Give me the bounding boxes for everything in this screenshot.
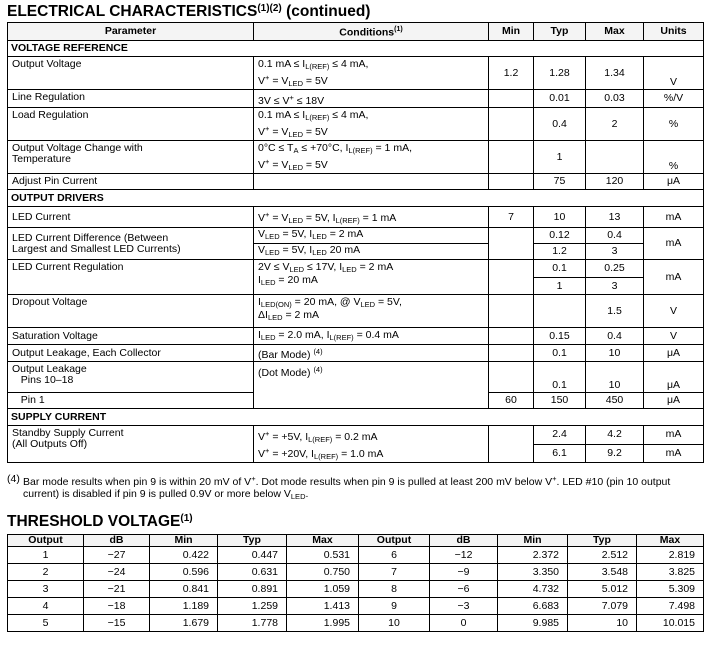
max-cell: 0.4 [586,328,644,345]
threshold-cell-max: 1.995 [287,615,359,632]
typ-cell: 1 [534,278,586,295]
threshold-header-row [8,535,704,547]
typ-cell: 6.1 [534,444,586,463]
table-row [8,328,704,345]
max-cell: 10 [586,362,644,393]
threshold-cell-max: 7.498 [637,598,704,615]
threshold-header-min: Min [150,535,218,547]
threshold-cell-output: 4 [8,598,84,615]
table-row [8,57,704,90]
conditions-cell: 3V ≤ V+ ≤ 18V [254,90,489,108]
units-cell: V [644,295,704,328]
units-cell: % [644,141,704,174]
threshold-cell-output: 6 [359,547,430,564]
max-cell: 1.5 [586,295,644,328]
min-cell [489,295,534,328]
param-cell: Pin 1 [8,393,254,409]
units-cell: %/V [644,90,704,108]
table-row [8,141,704,174]
max-cell: 9.2 [586,444,644,463]
threshold-cell-db: −21 [84,581,150,598]
threshold-cell-min: 4.732 [498,581,568,598]
units-cell: μA [644,393,704,409]
param-cell: Standby Supply Current (All Outputs Off) [8,426,254,463]
threshold-cell-min: 3.350 [498,564,568,581]
header-max: Max [586,23,644,41]
conditions-cell: $I_{LED(ON)} = 20$ mA, @ $V_{LED} = 5V$, $\Delta I_{LED} = 2$ mA [254,295,489,328]
threshold-header-max: Max [637,535,704,547]
param-cell: Adjust Pin Current [8,174,254,190]
typ-cell: 0.1 [534,345,586,362]
threshold-cell-max: 0.531 [287,547,359,564]
min-cell: 60 [489,393,534,409]
table-row [8,90,704,108]
param-cell: Output Voltage Change with Temperature [8,141,254,174]
conditions-cell [254,174,489,190]
conditions-cell: (Dot Mode) $^{(4)}$ [254,362,489,409]
min-cell [489,426,534,463]
typ-cell: 0.1 [534,362,586,393]
conditions-cell: $2V \le V_{LED} \le 17V$, $I_{LED} = 2$ mA $I_{LED} = 20$ mA [254,260,489,295]
table-row [8,174,704,190]
max-cell: 450 [586,393,644,409]
section-row [8,409,704,426]
typ-cell: 2.4 [534,426,586,445]
units-cell: V [644,328,704,345]
conditions-cell: $0^\circ C \le T_A \le +70^\circ C$, $I_{L(REF)} = 1$ mA, $V^+ = V_{LED} = 5V$ [254,141,489,174]
max-cell: 13 [586,207,644,228]
units-cell: μA [644,174,704,190]
threshold-cell-typ: 7.079 [568,598,637,615]
typ-cell: 0.1 [534,260,586,278]
section-voltage-reference: VOLTAGE REFERENCE [8,41,704,57]
max-cell: 0.03 [586,90,644,108]
table-row [8,426,704,445]
typ-cell: 10 [534,207,586,228]
threshold-cell-min: 2.372 [498,547,568,564]
threshold-cell-output: 10 [359,615,430,632]
max-cell: 0.4 [586,228,644,244]
threshold-cell-output: 7 [359,564,430,581]
max-cell: 3 [586,244,644,260]
units-cell: V [644,57,704,90]
threshold-cell-typ: 0.891 [218,581,287,598]
threshold-voltage-title: THRESHOLD VOLTAGE$^{(1)}$ [7,513,193,530]
param-cell: LED Current Regulation [8,260,254,295]
threshold-cell-max: 1.059 [287,581,359,598]
min-cell [489,141,534,174]
threshold-cell-output: 8 [359,581,430,598]
threshold-cell-min: 0.422 [150,547,218,564]
threshold-cell-min: 0.841 [150,581,218,598]
threshold-cell-typ: 10 [568,615,637,632]
threshold-cell-typ: 1.259 [218,598,287,615]
typ-cell: 1.28 [534,57,586,90]
threshold-header-db: dB [430,535,498,547]
conditions-cell: $I_{LED} = 2.0$ mA, $I_{L(REF)} = 0.4$ mA [254,328,489,345]
threshold-cell-output: 3 [8,581,84,598]
table-row [8,345,704,362]
threshold-cell-max: 3.825 [637,564,704,581]
typ-cell: 0.12 [534,228,586,244]
max-cell: 2 [586,108,644,141]
min-cell [489,345,534,362]
param-cell: Load Regulation [8,108,254,141]
min-cell [489,260,534,295]
threshold-row [8,564,704,581]
threshold-header-min: Min [498,535,568,547]
header-units: Units [644,23,704,41]
table-row [8,362,704,393]
param-cell: LED Current [8,207,254,228]
threshold-cell-db: −24 [84,564,150,581]
min-cell [489,328,534,345]
max-cell [586,141,644,174]
header-min: Min [489,23,534,41]
units-cell: % [644,108,704,141]
threshold-cell-output: 2 [8,564,84,581]
typ-cell: 1 [534,141,586,174]
conditions-cell: $V_{LED} = 5V$, $I_{LED} = 2$ mA [254,228,489,244]
units-cell: mA [644,426,704,445]
max-cell: 0.25 [586,260,644,278]
typ-cell: 75 [534,174,586,190]
min-cell: 7 [489,207,534,228]
units-cell: μA [644,345,704,362]
max-cell: 4.2 [586,426,644,445]
section-supply-current: SUPPLY CURRENT [8,409,704,426]
threshold-cell-typ: 0.631 [218,564,287,581]
threshold-cell-typ: 2.512 [568,547,637,564]
min-cell [489,108,534,141]
threshold-cell-min: 1.679 [150,615,218,632]
typ-cell: 1.2 [534,244,586,260]
table-row [8,207,704,228]
threshold-cell-db: −27 [84,547,150,564]
threshold-cell-db: −18 [84,598,150,615]
threshold-row [8,547,704,564]
header-conditions: Conditions$^{(1)}$ [254,23,489,41]
param-cell: Line Regulation [8,90,254,108]
min-cell: 1.2 [489,57,534,90]
units-cell: μA [644,362,704,393]
param-cell: Saturation Voltage [8,328,254,345]
max-cell: 3 [586,278,644,295]
conditions-cell: 0.1 mA ≤ $I_{L(REF)} \le 4$ mA, $V^+ = V_{LED} = 5V$ [254,108,489,141]
threshold-cell-output: 5 [8,615,84,632]
header-typ: Typ [534,23,586,41]
electrical-characteristics-table [7,22,704,463]
threshold-cell-output: 9 [359,598,430,615]
threshold-row [8,581,704,598]
threshold-cell-output: 1 [8,547,84,564]
table-header-row [8,23,704,41]
threshold-cell-typ: 1.778 [218,615,287,632]
threshold-row [8,598,704,615]
table-row [8,108,704,141]
conditions-cell: $V_{LED} = 5V$, $I_{LED}$ 20 mA [254,244,489,260]
param-cell: Dropout Voltage [8,295,254,328]
threshold-cell-db: 0 [430,615,498,632]
threshold-header-output: Output [8,535,84,547]
max-cell: 1.34 [586,57,644,90]
threshold-cell-max: 5.309 [637,581,704,598]
header-parameter: Parameter [8,23,254,41]
threshold-header-typ: Typ [568,535,637,547]
max-cell: 10 [586,345,644,362]
param-cell: Output Leakage, Each Collector [8,345,254,362]
threshold-cell-min: 0.596 [150,564,218,581]
typ-cell: 0.01 [534,90,586,108]
threshold-cell-min: 9.985 [498,615,568,632]
typ-cell: 0.4 [534,108,586,141]
threshold-header-db: dB [84,535,150,547]
threshold-row [8,615,704,632]
threshold-cell-db: −3 [430,598,498,615]
conditions-cell: (Bar Mode) $^{(4)}$ [254,345,489,362]
threshold-cell-db: −12 [430,547,498,564]
conditions-cell: V+ = +5V, $I_{L(REF)} = 0.2$ mA V+ = +20V, $I_{L(REF)} = 1.0$ mA [254,426,489,463]
threshold-header-output: Output [359,535,430,547]
min-cell [489,228,534,260]
threshold-cell-db: −15 [84,615,150,632]
conditions-cell: $V^+ = V_{LED} = 5V$, $I_{L(REF)} = 1$ mA [254,207,489,228]
typ-cell: 150 [534,393,586,409]
footnote-4: (4) Bar mode results when pin 9 is within 20 mV of V+. Dot mode results when pin 9 is pulled at least 200 mV below V+. LED #10 (pin 10 output current) is disabled if pin 9 is pulled 0.9V or more below $V_{LED}$. [7,473,671,501]
threshold-cell-typ: 5.012 [568,581,637,598]
threshold-cell-typ: 0.447 [218,547,287,564]
units-cell: mA [644,260,704,295]
table-row [8,228,704,244]
section-row [8,190,704,207]
section-row [8,41,704,57]
threshold-cell-max: 0.750 [287,564,359,581]
min-cell [489,174,534,190]
threshold-cell-typ: 3.548 [568,564,637,581]
param-cell: Output Voltage [8,57,254,90]
threshold-header-typ: Typ [218,535,287,547]
threshold-cell-max: 1.413 [287,598,359,615]
min-cell [489,90,534,108]
typ-cell [534,295,586,328]
table-row [8,295,704,328]
units-cell: mA [644,444,704,463]
threshold-cell-min: 6.683 [498,598,568,615]
typ-cell: 0.15 [534,328,586,345]
threshold-cell-db: −6 [430,581,498,598]
conditions-cell: 0.1 mA ≤ $I_{L(REF)} \le 4$ mA, $V^+ = V_{LED} = 5V$ [254,57,489,90]
threshold-voltage-table [7,534,704,632]
electrical-characteristics-title: ELECTRICAL $CHARACTERISTICS^{(1)(2)}$ (continued) [7,3,371,20]
param-cell: Output Leakage Pins 10–18 [8,362,254,393]
max-cell: 120 [586,174,644,190]
threshold-cell-db: −9 [430,564,498,581]
param-cell: LED Current Difference (Between Largest and Smallest LED Currents) [8,228,254,260]
table-row [8,260,704,278]
section-output-drivers: OUTPUT DRIVERS [8,190,704,207]
threshold-cell-max: 10.015 [637,615,704,632]
threshold-header-max: Max [287,535,359,547]
units-cell: mA [644,207,704,228]
threshold-cell-min: 1.189 [150,598,218,615]
units-cell: mA [644,228,704,260]
min-cell [489,362,534,393]
threshold-cell-max: 2.819 [637,547,704,564]
